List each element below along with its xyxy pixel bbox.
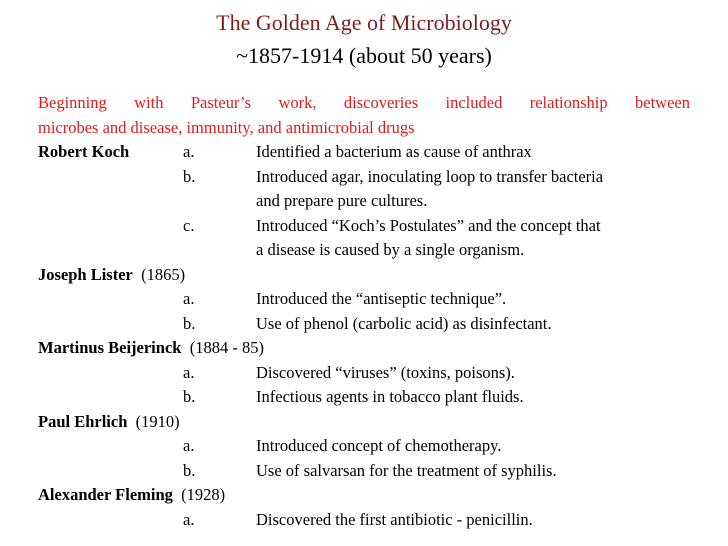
list-row	[0, 459, 728, 483]
list-row	[0, 312, 728, 336]
scientist-year: (1865)	[132, 264, 186, 284]
item-text: Introduced the “antiseptic technique”.	[256, 289, 507, 308]
item-text: a disease is caused by a single organism.	[256, 240, 525, 259]
item-text: Discovered “viruses” (toxins, poisons).	[256, 362, 515, 382]
item-text: Introduced agar, inoculating loop to transfer bacteria	[256, 166, 604, 186]
list-row	[0, 336, 728, 360]
list-row	[0, 508, 728, 532]
item-letter: c.	[183, 215, 195, 235]
list-row	[0, 263, 728, 287]
list-row	[0, 238, 728, 262]
list-row	[0, 361, 728, 385]
list-row	[0, 385, 728, 409]
item-text: Infectious agents in tobacco plant fluids.	[256, 387, 524, 406]
scientist-name-text: Joseph Lister	[38, 264, 133, 284]
scientist-name	[38, 410, 180, 434]
list-row	[0, 410, 728, 434]
scientist-name	[38, 140, 129, 164]
item-letter: b.	[183, 313, 196, 333]
intro-line-2: microbes and disease, immunity, and antimicrobial drugs	[38, 118, 415, 137]
list-row	[0, 287, 728, 311]
scientist-name-text: Paul Ehrlich	[38, 411, 128, 431]
slide-title: The Golden Age of Microbiology	[216, 10, 512, 35]
scientist-name-text: Alexander Fleming	[38, 485, 173, 504]
item-text: Use of phenol (carbolic acid) as disinfectant.	[256, 313, 552, 333]
scientist-year: (1884 - 85)	[181, 338, 264, 357]
scientist-name-text: Robert Koch	[38, 142, 130, 161]
list-row	[0, 140, 728, 164]
item-letter: a.	[183, 436, 195, 455]
scientist-year: (1928)	[172, 485, 226, 504]
scientist-name	[38, 483, 225, 507]
list-row	[0, 189, 728, 213]
slide-subtitle: ~1857-1914 (about 50 years)	[236, 43, 492, 68]
scientist-name-text: Martinus Beijerinck	[38, 338, 182, 357]
item-letter: a.	[183, 142, 195, 161]
item-letter: b.	[183, 460, 196, 480]
item-text: Introduced “Koch’s Postulates” and the concept that	[256, 215, 601, 235]
item-text: Use of salvarsan for the treatment of syphilis.	[256, 460, 557, 480]
intro-line-1: Beginning with Pasteur’s work, discoveries included relationship between	[38, 93, 690, 112]
item-letter: a.	[183, 509, 195, 529]
item-letter: b.	[183, 387, 196, 406]
scientist-name	[38, 263, 185, 287]
item-text: and prepare pure cultures.	[256, 191, 428, 210]
list-row	[0, 165, 728, 189]
item-letter: a.	[183, 362, 195, 382]
item-letter: b.	[183, 166, 196, 186]
scientist-year: (1910)	[127, 411, 180, 431]
list-row	[0, 434, 728, 458]
scientist-name	[38, 336, 264, 360]
list-row	[0, 483, 728, 507]
item-text: Discovered the first antibiotic - penicillin.	[256, 509, 533, 529]
item-text: Introduced concept of chemotherapy.	[256, 436, 502, 455]
item-text: Identified a bacterium as cause of anthrax	[256, 142, 532, 161]
list-row	[0, 214, 728, 238]
item-letter: a.	[183, 289, 195, 308]
